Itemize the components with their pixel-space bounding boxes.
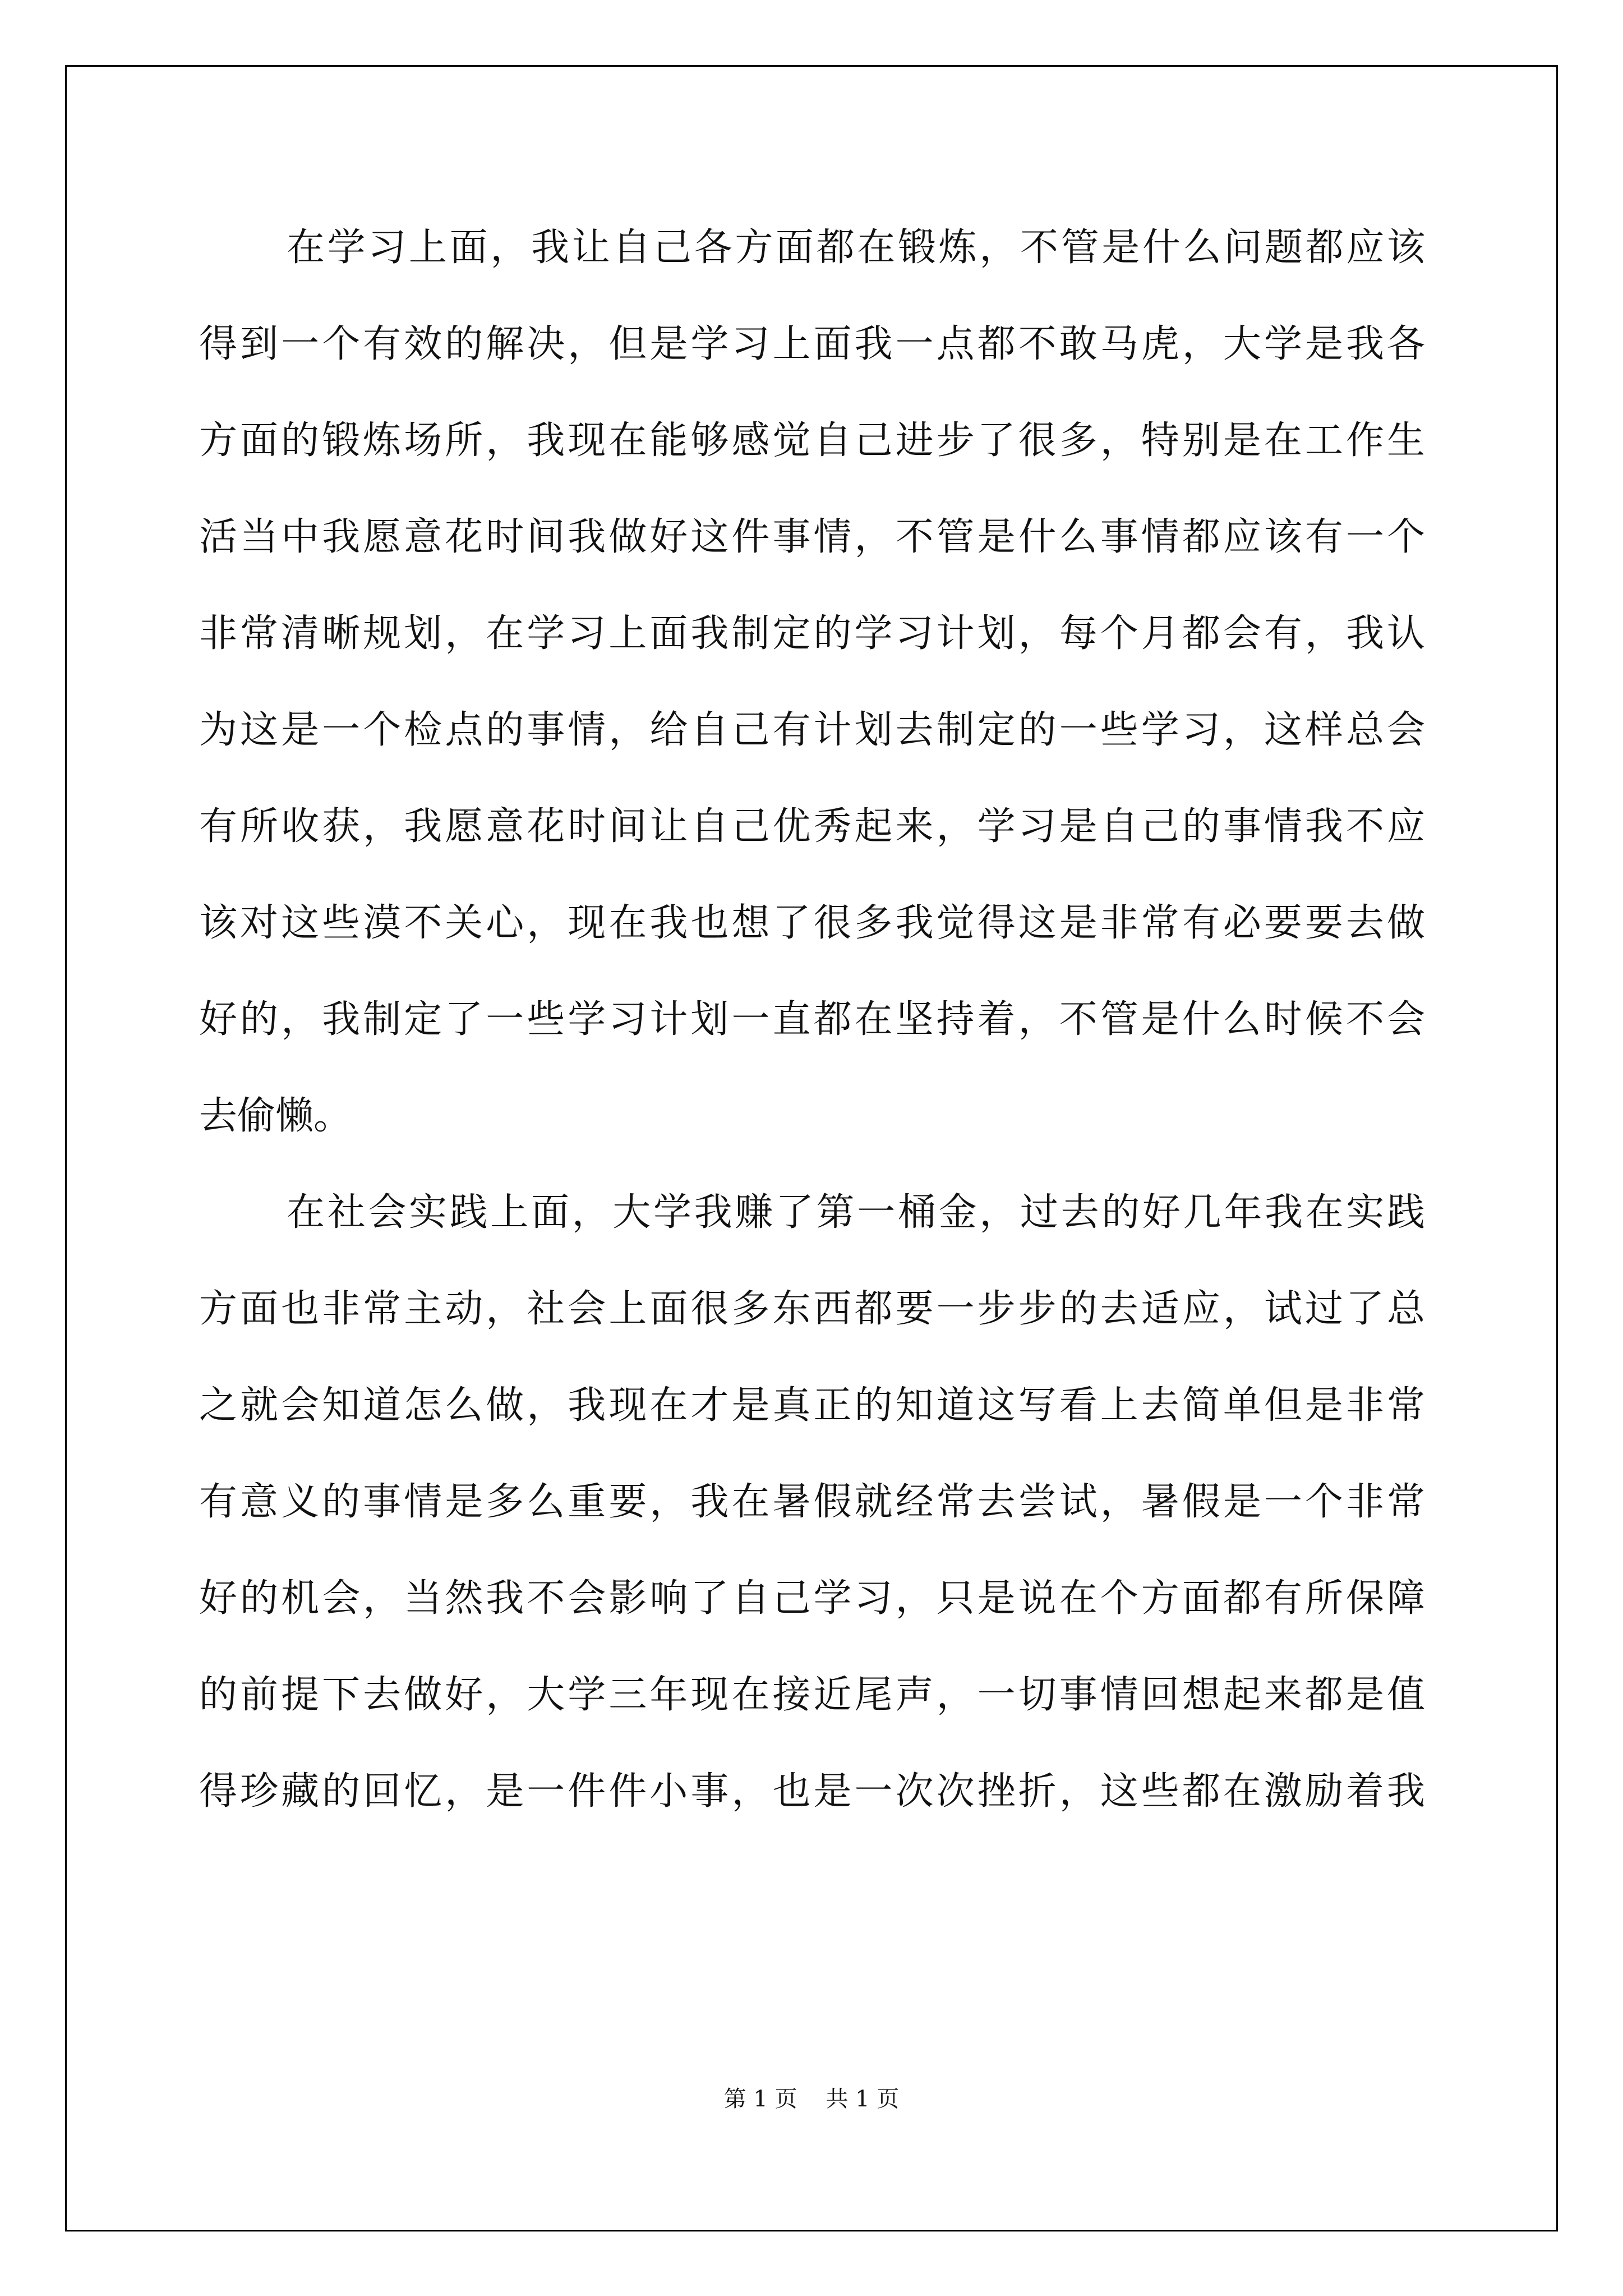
page-number-footer: 第 1 页 共 1 页 (723, 2086, 900, 2112)
paragraph-2-line-3: 之就会知道怎么做，我现在才是真正的知道这写看上去简单但是非常 (199, 1383, 1425, 1428)
paragraph-2-line-7: 得珍藏的回忆，是一件件小事，也是一次次挫折，这些都在激励着我 (199, 1769, 1425, 1814)
paragraph-2-line-4: 有意义的事情是多么重要，我在暑假就经常去尝试，暑假是一个非常 (199, 1480, 1425, 1524)
paragraph-1-line-2: 得到一个有效的解决，但是学习上面我一点都不敢马虎，大学是我各 (199, 322, 1425, 366)
document-body (199, 219, 1425, 1859)
paragraph-2-line-6: 的前提下去做好，大学三年现在接近尾声，一切事情回想起来都是值 (199, 1673, 1425, 1717)
paragraph-1-line-9: 好的，我制定了一些学习计划一直都在坚持着，不管是什么时候不会 (199, 997, 1425, 1042)
paragraph-1-line-4: 活当中我愿意花时间我做好这件事情，不管是什么事情都应该有一个 (199, 515, 1425, 559)
paragraph-1-line-8: 该对这些漠不关心，现在我也想了很多我觉得这是非常有必要要去做 (199, 901, 1425, 945)
paragraph-1-line-6: 为这是一个检点的事情，给自己有计划去制定的一些学习，这样总会 (199, 708, 1425, 752)
paragraph-1-line-1: 在学习上面，我让自己各方面都在锻炼，不管是什么问题都应该 (287, 226, 1425, 270)
paragraph-2-line-2: 方面也非常主动，社会上面很多东西都要一步步的去适应，试过了总 (199, 1287, 1425, 1331)
paragraph-1-line-7: 有所收获，我愿意花时间让自己优秀起来，学习是自己的事情我不应 (199, 804, 1425, 849)
paragraph-1-line-3: 方面的锻炼场所，我现在能够感觉自己进步了很多，特别是在工作生 (199, 418, 1425, 463)
paragraph-2-line-1: 在社会实践上面，大学我赚了第一桶金，过去的好几年我在实践 (287, 1190, 1425, 1235)
paragraph-1-line-10: 去偷懒。 (199, 1094, 352, 1138)
paragraph-1-line-5: 非常清晰规划，在学习上面我制定的学习计划，每个月都会有，我认 (199, 611, 1425, 656)
paragraph-2-line-5: 好的机会，当然我不会影响了自己学习，只是说在个方面都有所保障 (199, 1576, 1425, 1621)
